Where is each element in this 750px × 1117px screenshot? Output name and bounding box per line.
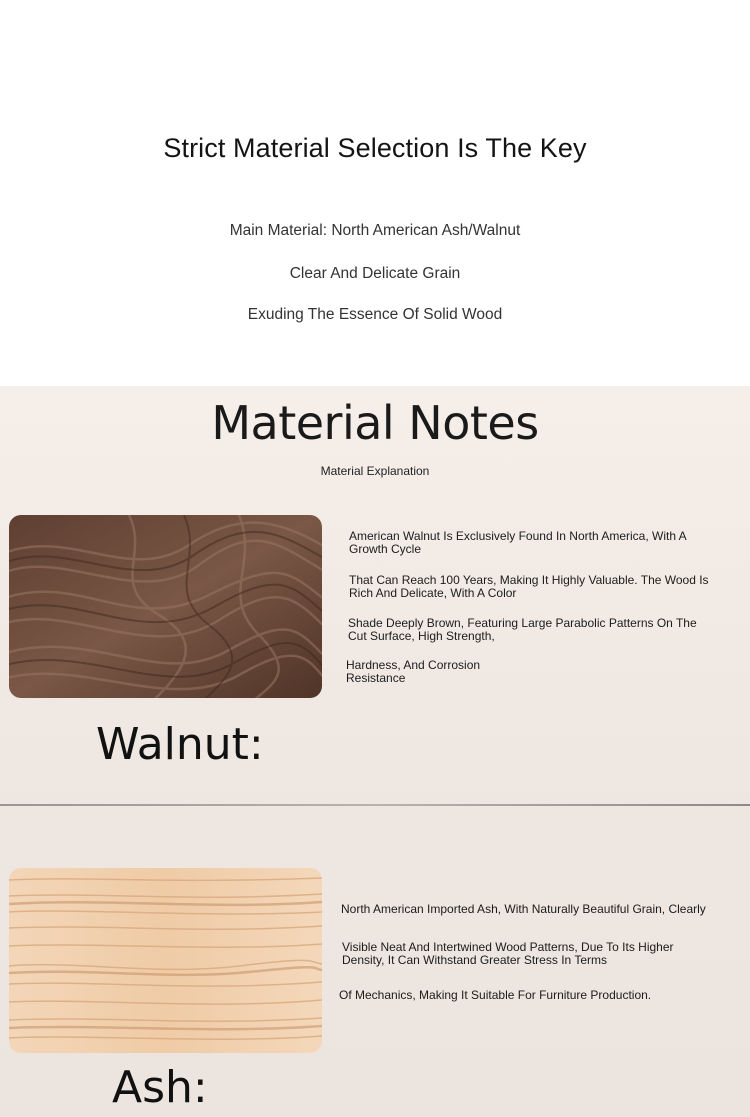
notes-subtitle: Material Explanation (320, 464, 430, 478)
intro-line-essence: Exuding The Essence Of Solid Wood (247, 306, 503, 323)
ash-label: Ash: (112, 1062, 208, 1113)
ash-wood-sample (9, 868, 322, 1053)
section-divider (0, 804, 750, 806)
walnut-wood-sample (9, 515, 322, 698)
intro-section (0, 0, 750, 386)
ash-text-1: North American Imported Ash, With Naturally Beautiful Grain, Clearly (341, 902, 706, 916)
walnut-text-2: That Can Reach 100 Years, Making It Highly Valuable. The Wood Is Rich And Delicate, With A Color (349, 573, 709, 600)
ash-text-2: Visible Neat And Intertwined Wood Patterns, Due To Its Higher Density, It Can Withstand Greater Stress In Terms (342, 940, 674, 967)
walnut-text-4: Hardness, And Corrosion Resistance (346, 658, 481, 685)
ash-text-3: Of Mechanics, Making It Suitable For Furniture Production. (339, 988, 652, 1002)
intro-title: Strict Material Selection Is The Key (163, 133, 587, 163)
notes-title: Material Notes (211, 396, 539, 450)
walnut-text-1: American Walnut Is Exclusively Found In North America, With A Growth Cycle (349, 529, 687, 556)
intro-line-material: Main Material: North American Ash/Walnut (229, 222, 521, 239)
material-notes-section (0, 386, 750, 1117)
intro-line-grain: Clear And Delicate Grain (289, 265, 461, 282)
walnut-text-3: Shade Deeply Brown, Featuring Large Parabolic Patterns On The Cut Surface, High Strength, (348, 616, 697, 643)
walnut-label: Walnut: (96, 719, 264, 770)
